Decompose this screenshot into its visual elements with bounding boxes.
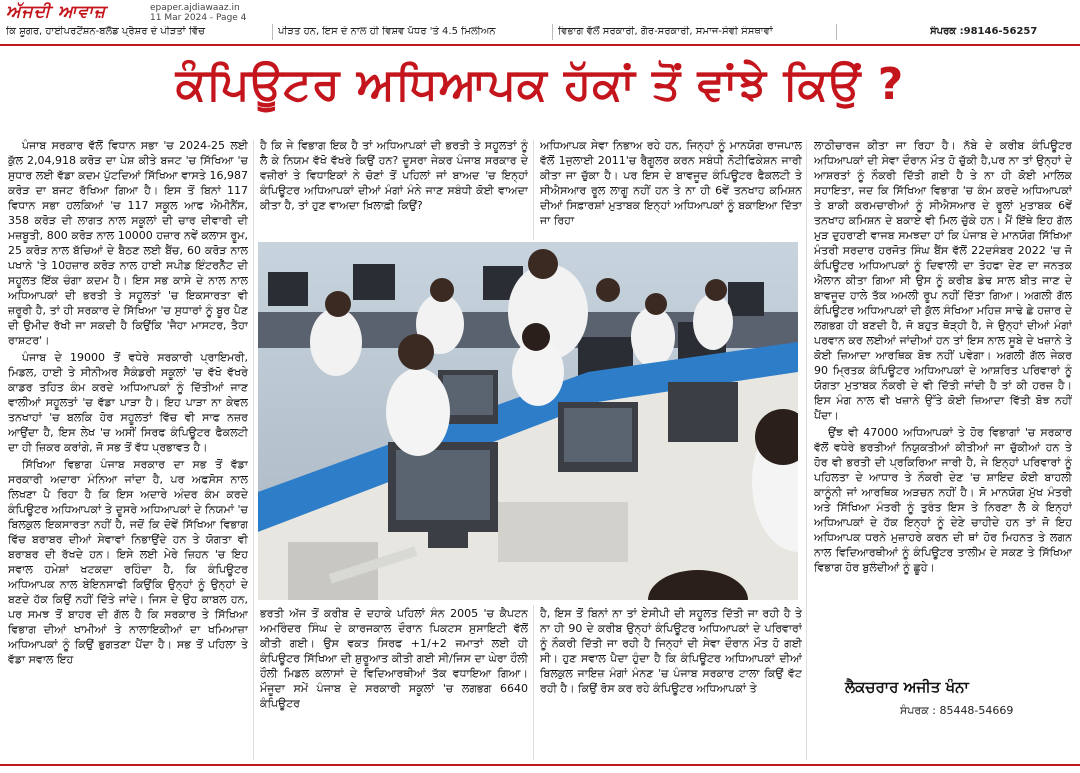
strip-divider xyxy=(836,24,837,40)
column-rule xyxy=(533,605,534,760)
column-rule xyxy=(533,140,534,240)
newspaper-logo: ਅੱਜਦੀ ਆਵਾਜ਼ xyxy=(6,2,107,22)
strip-divider xyxy=(272,24,273,40)
column-2-bottom xyxy=(260,606,528,758)
bottom-red-rule xyxy=(0,764,1080,766)
strip-col-1: ਕਿ ਸ਼ੂਗਰ, ਹਾਈਪਰਟੈਂਸ਼ਨ-ਬਲੱਡ ਪ੍ਰੈਸ਼ਰ ਦੇ ਪੀੜਤਾਂ ਵਿੱਚ xyxy=(6,26,206,37)
author-byline: ਲੈਕਚਰਾਰ ਅਜੀਤ ਖੰਨਾ xyxy=(845,678,969,696)
paragraph: ਸਿੱਖਿਆ ਵਿਭਾਗ ਪੰਜਾਬ ਸਰਕਾਰ ਦਾ ਸਭ ਤੋਂ ਵੱਡਾ ਸਰਕਾਰੀ ਅਦਾਰਾ ਮੰਨਿਆ ਜਾਂਦਾ ਹੈ, ਪਰ ਅਫਸੋਸ ਨਾਲ ਲਿਖਣਾ ਪੈ ਰਿਹਾ ਹੈ ਕਿ ਇਸ ਅਦਾਰੇ ਅੰਦਰ ਕੰਮ ਕਰਦੇ ਕੰਪਿਊਟਰ ਅਧਿਆਪਕਾਂ ਤੇ ਦੂਸਰੇ ਅਧਿਆਪਕਾਂ ਦੇ ਨਿਯਮਾਂ 'ਚ ਬਿਲਕੁਲ ਇਕਸਾਰਤਾ ਨਹੀਂ ਹੈ, ਜਦੋਂ ਕਿ ਦੋਵੇਂ ਸਿੱਖਿਆ ਵਿਭਾਗ ਵਿੱਚ ਬਰਾਬਰ ਦੀਆਂ ਸੇਵਾਵਾਂ ਨਿਭਾਉਂਦੇ ਹਨ ਤੇ ਯੋਗਤਾ ਵੀ ਬਰਾਬਰ ਦੀ ਰੱਖਦੇ ਹਨ। ਇਸੇ ਲਈ ਮੇਰੇ ਜ਼ਿਹਨ 'ਚ ਇਹ ਸਵਾਲ ਹਮੇਸ਼ਾਂ ਖਟਕਦਾ ਰਹਿੰਦਾ ਹੈ, ਕਿ ਕੰਪਿਊਟਰ ਅਧਿਆਪਕ ਨਾਲ ਬੇਇਨਸਾਫੀ ਕਿਉਂਕਿ ਉਨ੍ਹਾਂ ਨੂੰ ਉਨ੍ਹਾਂ ਦੇ ਬਣਦੇ ਹੱਕ ਕਿਉਂ ਨਹੀਂ ਦਿੱਤੇ ਜਾਂਦੇ। ਜਿਸ ਦੇ ਉਹ ਕਾਬਲ ਹਨ, ਪਰ ਸਮਝ ਤੋਂ ਬਾਹਰ ਦੀ ਗੱਲ ਹੈ ਕਿ ਸਰਕਾਰ ਤੇ ਸਿੱਖਿਆ ਵਿਭਾਗ ਦੀਆਂ ਖਾਮੀਆਂ ਤੇ ਨਾਲਾਇਕੀਆਂ ਦਾ ਖਮਿਆਜ਼ਾ ਅਧਿਆਪਕਾਂ ਨੂੰ ਕਿਉਂ ਭੁਗਤਣਾ ਪੈਂਦਾ ਹੈ। ਸਭ ਤੋਂ ਪਹਿਲਾ ਤੇ ਵੱਡਾ ਸਵਾਲ ਇਹ xyxy=(8,458,248,666)
paragraph: ਉਂਝ ਵੀ 47000 ਅਧਿਆਪਕਾਂ ਤੇ ਹੋਰ ਵਿਭਾਗਾਂ 'ਚ ਸਰਕਾਰ ਵੱਲੋਂ ਵਧੇਰੇ ਭਰਤੀਆਂ ਨਿਯੁਕਤੀਆਂ ਕੀਤੀਆਂ ਜਾ ਚੁੱਕੀਆਂ ਹਨ ਤੇ ਹੋਰ ਵੀ ਭਰਤੀ ਦੀ ਪ੍ਰਕਿਰਿਆ ਜਾਰੀ ਹੈ, ਜੇ ਇਨ੍ਹਾਂ ਪਰਿਵਾਰਾਂ ਨੂੰ ਪਹਿਲਤਾ ਦੇ ਆਧਾਰ ਤੇ ਨੌਕਰੀ ਦੇਣ 'ਚ ਸ਼ਾਇਦ ਕੋਈ ਬਾਹਲੀ ਕਾਨੂੰਨੀ ਜਾਂ ਆਰਥਿਕ ਅੜਚਨ ਨਹੀਂ ਹੈ। ਸੋ ਮਾਨਯੋਗ ਮੁੱਖ ਮੰਤਰੀ ਅਤੇ ਸਿੱਖਿਆ ਮੰਤਰੀ ਨੂੰ ਤੁਰੰਤ ਇਸ ਤੇ ਨਿਰਣਾ ਲੈ ਕੇ ਇਨ੍ਹਾਂ ਅਧਿਆਪਕਾਂ ਦੇ ਹੱਕ ਇਨ੍ਹਾਂ ਨੂੰ ਦੇਣੇ ਚਾਹੀਦੇ ਹਨ ਤਾਂ ਜੋ ਇਹ ਅਧਿਆਪਕ ਧਰਨੇ ਮੁਜ਼ਾਹਰੇ ਕਰਨ ਦੀ ਥਾਂ ਹੋਰ ਮਿਹਨਤ ਤੇ ਲਗਨ ਨਾਲ ਵਿਦਿਆਰਥੀਆਂ ਨੂੰ ਕੰਪਿਊਟਰ ਤਾਲੀਮ ਦੇ ਸਕਣ ਤੇ ਸਿੱਖਿਆ ਵਿਭਾਗ ਹੋਰ ਬੁਲੰਦੀਆਂ ਨੂੰ ਛੂਹੇ। xyxy=(814,426,1072,574)
column-3-top xyxy=(540,138,802,240)
top-red-rule xyxy=(0,44,1080,46)
headline: ਕੰਪਿਊਟਰ ਅਧਿਆਪਕ ਹੱਕਾਂ ਤੋਂ ਵਾਂਝੇ ਕਿਉਂ ? xyxy=(175,59,905,110)
column-2-top xyxy=(260,138,528,240)
strip-contact: ਸੰਪਰਕ :98146-56257 xyxy=(930,26,1038,37)
date-page: 11 Mar 2024 - Page 4 xyxy=(150,13,247,23)
computer-lab-illustration xyxy=(258,242,798,600)
strip-divider xyxy=(552,24,553,40)
column-rule xyxy=(806,140,807,760)
site-url: epaper.ajdiawaaz.in xyxy=(150,3,240,13)
column-4 xyxy=(814,138,1072,670)
paragraph: ਪੰਜਾਬ ਦੇ 19000 ਤੋਂ ਵਧੇਰੇ ਸਰਕਾਰੀ ਪ੍ਰਾਇਮਰੀ, ਮਿਡਲ, ਹਾਈ ਤੇ ਸੀਨੀਅਰ ਸੈਕੰਡਰੀ ਸਕੂਲਾਂ 'ਚ ਵੱਖੋ ਵੱਖਰੇ ਕਾਡਰ ਤਹਿਤ ਕੰਮ ਕਰਦੇ ਅਧਿਆਪਕਾਂ ਨੂੰ ਦਿੱਤੀਆਂ ਜਾਣ ਵਾਲੀਆਂ ਸਹੂਲਤਾਂ 'ਚ ਵੱਡਾ ਪਾੜਾ ਹੈ। ਇਹ ਪਾੜਾ ਨਾ ਕੇਵਲ ਤਨਖਾਹਾਂ 'ਚ ਬਲਕਿ ਹੋਰ ਸਹੂਲਤਾਂ ਵਿੱਚ ਵੀ ਸਾਫ ਨਜ਼ਰ ਆਉਂਦਾ ਹੈ, ਇਸ ਲੇਖ 'ਚ ਅਸੀਂ ਸਿਰਫ ਕੰਪਿਊਟਰ ਫੈਕਲਟੀ ਦਾ ਹੀ ਜ਼ਿਕਰ ਕਰਾਂਗੇ, ਜੋ ਸਭ ਤੋਂ ਵੱਧ ਪ੍ਰਭਾਵਤ ਹੈ। xyxy=(8,351,248,454)
paragraph: ਅਧਿਆਪਕ ਸੇਵਾ ਨਿਭਾਅ ਰਹੇ ਹਨ, ਜਿਨ੍ਹਾਂ ਨੂੰ ਮਾਨਯੋਗ ਰਾਜਪਾਲ ਵੱਲੋਂ 1ਜੁਲਾਈ 2011'ਚ ਰੈਗੂਲਰ ਕਰਨ ਸਬੰਧੀ ਨੋਟੀਫਿਕੇਸ਼ਨ ਜਾਰੀ ਕੀਤਾ ਜਾ ਚੁੱਕਾ ਹੈ। ਪਰ ਇਸ ਦੇ ਬਾਵਜੂਦ ਕੰਪਿਊਟਰ ਫੈਕਲਟੀ ਤੇ ਸੀਐਸਆਰ ਰੂਲ ਲਾਗੂ ਨਹੀਂ ਹਨ ਤੇ ਨਾ ਹੀ 6ਵੇਂ ਤਨਖਾਹ ਕਮਿਸ਼ਨ ਦੀਆਂ ਸਿਫ਼ਾਰਸ਼ਾਂ ਮੁਤਾਬਕ ਇਨ੍ਹਾਂ ਅਧਿਆਪਕਾਂ ਨੂੰ ਬਕਾਇਆ ਦਿੱਤਾ ਜਾ ਰਿਹਾ xyxy=(540,139,802,227)
paragraph: ਹੈ, ਇਸ ਤੋਂ ਬਿਨਾਂ ਨਾ ਤਾਂ ਏਸੀਪੀ ਦੀ ਸਹੂਲਤ ਦਿੱਤੀ ਜਾ ਰਹੀ ਹੈ ਤੇ ਨਾ ਹੀ 90 ਦੇ ਕਰੀਬ ਉਨ੍ਹਾਂ ਕੰਪਿਊਟਰ ਅਧਿਆਪਕਾਂ ਦੇ ਪਰਿਵਾਰਾਂ ਨੂੰ ਨੌਕਰੀ ਦਿੱਤੀ ਜਾ ਰਹੀ ਹੈ ਜਿਨ੍ਹਾਂ ਦੀ ਸੇਵਾ ਦੌਰਾਨ ਮੌਤ ਹੋ ਗਈ ਸੀ। ਹੁਣ ਸਵਾਲ ਪੈਦਾ ਹੁੰਦਾ ਹੈ ਕਿ ਕੰਪਿਊਟਰ ਅਧਿਆਪਕਾਂ ਦੀਆਂ ਬਿਲਕੁਲ ਜਾਇਜ਼ ਮੰਗਾਂ ਮੰਨਣ 'ਚ ਪੰਜਾਬ ਸਰਕਾਰ ਟਾਲਾ ਕਿਉਂ ਵੱਟ ਰਹੀ ਹੈ। ਕਿਉਂ ਰੋਸ ਕਰ ਰਹੇ ਕੰਪਿਊਟਰ ਅਧਿਆਪਕਾਂ ਤੇ xyxy=(540,607,802,695)
edition-info xyxy=(150,3,246,23)
paragraph: ਭਰਤੀ ਅੱਜ ਤੋਂ ਕਰੀਬ ਦੋ ਦਹਾਕੇ ਪਹਿਲਾਂ ਸੰਨ 2005 'ਚ ਕੈਪਟਨ ਅਮਰਿੰਦਰ ਸਿੰਘ ਦੇ ਕਾਰਜਕਾਲ ਦੌਰਾਨ ਪਿਕਟਸ ਸੁਸਾਇਟੀ ਵੱਲੋਂ ਕੀਤੀ ਗਈ। ਉਸ ਵਕਤ ਸਿਰਫ +1/+2 ਜਮਾਤਾਂ ਲਈ ਹੀ ਕੰਪਿਊਟਰ ਸਿੱਖਿਆ ਦੀ ਸ਼ੁਰੂਆਤ ਕੀਤੀ ਗਈ ਸੀ/ਜਿਸ ਦਾ ਘੇਰਾ ਹੌਲੀ ਹੌਲੀ ਮਿਡਲ ਕਲਾਸਾਂ ਦੇ ਵਿਦਿਆਰਥੀਆਂ ਤੱਕ ਵਧਾਇਆ ਗਿਆ। ਮੌਜੂਦਾ ਸਮੇਂ ਪੰਜਾਬ ਦੇ ਸਰਕਾਰੀ ਸਕੂਲਾਂ 'ਚ ਲਗਭਗ 6640 ਕੰਪਿਊਟਰ xyxy=(260,607,528,710)
strip-col-3: ਵਿਭਾਗ ਵੱਲੋਂ ਸਰਕਾਰੀ, ਗੈਰ-ਸਰਕਾਰੀ, ਸਮਾਜ-ਸੇਵੀ ਸੰਸਥਾਵਾਂ xyxy=(558,26,773,37)
column-1 xyxy=(8,138,248,766)
author-contact: ਸੰਪਰਕ : 85448-54669 xyxy=(900,704,1014,717)
column-rule xyxy=(253,140,254,760)
column-3-bottom xyxy=(540,606,802,758)
paragraph: ਲਾਠੀਚਾਰਜ ਕੀਤਾ ਜਾ ਰਿਹਾ ਹੈ। ਨੱਬੇ ਦੇ ਕਰੀਬ ਕੰਪਿਊਟਰ ਅਧਿਆਪਕਾਂ ਦੀ ਸੇਵਾ ਦੌਰਾਨ ਮੌਤ ਹੋ ਚੁੱਕੀ ਹੈ,ਪਰ ਨਾ ਤਾਂ ਉਨ੍ਹਾਂ ਦੇ ਆਸ਼ਰਤਾਂ ਨੂੰ ਨੌਕਰੀ ਦਿੱਤੀ ਗਈ ਹੈ ਤੇ ਨਾ ਹੀ ਕੋਈ ਮਾਲਿਕ ਸਹਾਇਤਾ, ਜਦ ਕਿ ਸਿੱਖਿਆ ਵਿਭਾਗ 'ਚ ਕੰਮ ਕਰਦੇ ਅਧਿਆਪਕਾਂ ਤੇ ਬਾਕੀ ਕਰਮਚਾਰੀਆਂ ਨੂੰ ਸੀਐਸਆਰ ਦੇ ਰੂਲਾਂ ਮੁਤਾਬਕ 6ਵੇਂ ਤਨਖਾਹ ਕਮਿਸ਼ਨ ਦੇ ਬਕਾਏ ਵੀ ਮਿਲ ਚੁੱਕੇ ਹਨ। ਮੈਂ ਇੱਥੇ ਇਹ ਗੱਲ ਮੁੜ ਦੁਹਰਾਣੀ ਵਾਜਬ ਸਮਝਦਾ ਹਾਂ ਕਿ ਪੰਜਾਬ ਦੇ ਮਾਨਯੋਗ ਸਿੱਖਿਆ ਮੰਤਰੀ ਸਰਦਾਰ ਹਰਜੋਤ ਸਿੰਘ ਬੈਂਸ ਵੱਲੋਂ 22ਦਸੰਬਰ 2022 'ਚ ਜੋ ਕੰਪਿਊਟਰ ਅਧਿਆਪਕਾਂ ਨੂੰ ਦਿਵਾਲੀ ਦਾ ਤੋਹਫਾ ਦੇਣ ਦਾ ਜਨਤਕ ਐਲਾਨ ਕੀਤਾ ਗਿਆ ਸੀ ਉਸ ਨੂੰ ਕਰੀਬ ਡੇਢ ਸਾਲ ਬੀਤ ਜਾਣ ਦੇ ਬਾਵਜੂਦ ਹਾਲੇ ਤੱਕ ਅਮਲੀ ਰੂਪ ਨਹੀਂ ਦਿੱਤਾ ਗਿਆ। ਅਗਲੀ ਗੱਲ ਕੰਪਿਊਟਰ ਅਧਿਆਪਕਾਂ ਦੀ ਕੁੱਲ ਸੰਖਿਆ ਮਹਿਜ਼ ਸਾਢੇ ਛੇ ਹਜ਼ਾਰ ਦੇ ਲਗਭਗ ਹੀ ਬਣਦੀ ਹੈ, ਜੋ ਬਹੁਤ ਥੋੜ੍ਹੀ ਹੈ, ਜੇ ਉਨ੍ਹਾਂ ਦੀਆਂ ਮੰਗਾਂ ਪਰਵਾਨ ਕਰ ਲਈਆਂ ਜਾਂਦੀਆਂ ਹਨ ਤਾਂ ਇਸ ਨਾਲ ਸੂਬੇ ਦੇ ਖਜ਼ਾਨੇ ਤੇ ਕੋਈ ਜ਼ਿਆਦਾ ਆਰਥਿਕ ਬੋਝ ਨਹੀਂ ਪਵੇਗਾ। ਅਗਲੀ ਗੱਲ ਜੇਕਰ 90 ਮ੍ਰਿਤਕ ਕੰਪਿਊਟਰ ਅਧਿਆਪਕਾਂ ਦੇ ਆਸ਼ਰਿਤ ਪਰਿਵਾਰਾਂ ਨੂੰ ਯੋਗਤਾ ਮੁਤਾਬਕ ਨੌਕਰੀ ਦੇ ਵੀ ਦਿੱਤੀ ਜਾਂਦੀ ਹੈ ਤਾਂ ਕੀ ਹਰਜ਼ ਹੈ। ਇਸ ਮੰਗ ਨਾਲ ਵੀ ਖਜ਼ਾਨੇ ਉੱਤੇ ਕੋਈ ਜ਼ਿਆਦਾ ਵਿੱਤੀ ਬੋਝ ਨਹੀਂ ਪੈਂਦਾ। xyxy=(814,139,1072,422)
paragraph: ਹੈ ਕਿ ਜੇ ਵਿਭਾਗ ਇਕ ਹੈ ਤਾਂ ਅਧਿਆਪਕਾਂ ਦੀ ਭਰਤੀ ਤੇ ਸਹੂਲਤਾਂ ਨੂੰ ਲੈ ਕੇ ਨਿਯਮ ਵੱਖੋ ਵੱਖਰੇ ਕਿਉਂ ਹਨ? ਦੂਸਰਾ ਜੇਕਰ ਪੰਜਾਬ ਸਰਕਾਰ ਦੇ ਵਜ਼ੀਰਾਂ ਤੇ ਵਿਧਾਇਕਾਂ ਨੇ ਚੋਣਾਂ ਤੋਂ ਪਹਿਲਾਂ ਜਾਂ ਬਾਅਦ 'ਚ ਇਨ੍ਹਾਂ ਕੰਪਿਊਟਰ ਅਧਿਆਪਕਾਂ ਦੀਆਂ ਮੰਗਾਂ ਮੰਨੇ ਜਾਣ ਸਬੰਧੀ ਕੋਈ ਵਾਅਦਾ ਕੀਤਾ ਹੈ, ਤਾਂ ਹੁਣ ਵਾਅਦਾ ਖ਼ਿਲਾਫ਼ੀ ਕਿਉਂ? xyxy=(260,139,528,212)
computer-lab-photo xyxy=(258,242,798,600)
paragraph: ਪੰਜਾਬ ਸਰਕਾਰ ਵੱਲੋਂ ਵਿਧਾਨ ਸਭਾ 'ਚ 2024-25 ਲਈ ਕੁੱਲ 2,04,918 ਕਰੋੜ ਦਾ ਪੇਸ਼ ਕੀਤੇ ਬਜਟ 'ਚ ਸਿੱਖਿਆ 'ਚ ਸੁਧਾਰ ਲਈ ਵੱਡਾ ਕਦਮ ਪੁੱਟਦਿਆਂ ਸਿੱਖਿਆ ਵਾਸਤੇ 16,987 ਕਰੋੜ ਦਾ ਬਜਟ ਰੱਖਿਆ ਗਿਆ ਹੈ। ਇਸ ਤੋਂ ਬਿਨਾਂ 117 ਵਿਧਾਨ ਸਭਾ ਹਲਕਿਆਂ 'ਚ 117 ਸਕੂਲ ਆਫ ਐਮੀਨੈਂਸ, 358 ਕਰੋੜ ਦੀ ਲਾਗਤ ਨਾਲ ਸਕੂਲਾਂ ਦੀ ਚਾਰ ਦੀਵਾਰੀ ਦੀ ਮਜ਼ਬੂਤੀ, 800 ਕਰੋੜ ਨਾਲ 10000 ਹਜ਼ਾਰ ਨਵੇਂ ਕਲਾਸ ਰੂਮ, 25 ਕਰੋੜ ਨਾਲ ਬੱਚਿਆਂ ਦੇ ਬੈਠਣ ਲਈ ਬੈਂਚ, 60 ਕਰੋੜ ਨਾਲ ਪਖਾਨੇ 'ਤੇ 10ਹਜ਼ਾਰ ਕਰੋੜ ਨਾਲ ਹਾਈ ਸਪੀਡ ਇੰਟਰਨੈੱਟ ਦੀ ਸਹੂਲਤ ਇੱਕ ਚੰਗਾ ਕਦਮ ਹੈ। ਇਸ ਸਭ ਕਾਸੇ ਦੇ ਨਾਲ ਨਾਲ ਅਧਿਆਪਕਾਂ ਦੀ ਭਰਤੀ ਤੇ ਸਹੂਲਤਾਂ 'ਚ ਇਕਸਾਰਤਾ ਵੀ ਜ਼ਰੂਰੀ ਹੈ, ਤਾਂ ਹੀ ਸਰਕਾਰ ਦੇ ਸਿੱਖਿਆ 'ਚ ਸੁਧਾਰਾਂ ਨੂੰ ਬੂਰ ਪੈਣ ਦੀ ਉਮੀਦ ਰੱਖੀ ਜਾ ਸਕਦੀ ਹੈ ਕਿਉਂਕਿ 'ਜੈਹਾ ਮਾਸਟਰ, ਤੈਹਾ ਰਾਸ਼ਟਰ'। xyxy=(8,139,248,347)
strip-col-2: ਪੀੜਤ ਹਨ, ਇਸ ਦੇ ਨਾਲ ਹੀ ਵਿਸ਼ਵ ਪੱਧਰ 'ਤੇ 4.5 ਮਿਲੀਅਨ xyxy=(278,26,496,37)
